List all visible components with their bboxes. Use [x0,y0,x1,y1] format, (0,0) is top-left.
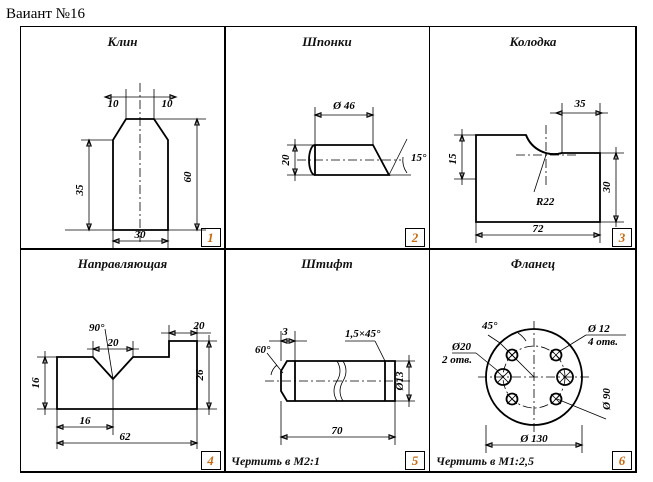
svg-text:35: 35 [73,184,86,195]
svg-text:3: 3 [282,326,288,338]
svg-text:16: 16 [79,415,90,427]
cell-napravlyayushchaya[interactable] [20,248,226,473]
svg-text:Ø 90: Ø 90 [601,388,613,410]
cell-shponki[interactable] [224,26,430,250]
cell-number-1: 1 [201,228,221,247]
cell-number-3: 3 [612,228,632,247]
svg-text:20: 20 [280,154,292,165]
svg-text:Ø 12: Ø 12 [588,323,610,335]
svg-text:60: 60 [181,171,194,182]
svg-text:30: 30 [134,228,145,241]
svg-text:60°: 60° [255,344,271,356]
kolodka-drawing [430,27,637,250]
svg-text:20: 20 [193,320,204,332]
svg-text:Ø13: Ø13 [394,371,406,391]
shponki-drawing [225,27,430,250]
svg-text:Ø 46: Ø 46 [333,99,355,112]
svg-text:2 отв.: 2 отв. [442,354,472,366]
cell-title-shponki: Шпонки [302,33,352,49]
cell-note-shtift: Чертить в М2:1 [231,454,320,468]
svg-text:30: 30 [601,181,613,192]
svg-text:62: 62 [119,431,130,443]
svg-text:45°: 45° [482,320,498,332]
cell-klin[interactable] [20,26,226,250]
cell-title-flanec: Фланец [510,256,556,271]
cell-title-shtift: Штифт [301,256,353,271]
cell-title-klin: Клин [107,33,138,49]
cell-number-6: 6 [612,451,632,470]
svg-text:1,5×45°: 1,5×45° [345,328,381,340]
shtift-drawing [225,249,430,473]
cell-note-flanec: Чертить в М1:2,5 [436,454,534,468]
cell-number-4: 4 [201,451,221,470]
svg-text:R22: R22 [536,195,555,208]
svg-text:15: 15 [447,153,459,164]
svg-text:16: 16 [29,377,42,389]
cell-number-2: 2 [405,228,425,247]
svg-text:10: 10 [107,97,118,110]
variant-label: Ваиант №16 [6,6,85,22]
cell-kolodka[interactable] [429,26,637,250]
klin-drawing [21,27,226,250]
drawing-grid [20,26,636,472]
svg-text:4 отв.: 4 отв. [588,336,618,348]
svg-text:72: 72 [532,222,544,235]
cell-title-kolodka: Колодка [509,33,557,49]
svg-text:90°: 90° [88,322,104,334]
svg-text:Ø20: Ø20 [452,341,471,353]
svg-text:15°: 15° [411,151,427,164]
flanec-drawing [430,249,637,473]
svg-text:Ø 130: Ø 130 [520,433,548,445]
svg-text:35: 35 [574,97,586,110]
cell-flanec[interactable] [429,248,637,473]
svg-text:10: 10 [161,97,172,110]
svg-text:20: 20 [107,337,118,349]
cell-title-napravlyayushchaya: Направляющая [77,256,168,271]
svg-text:26: 26 [193,369,206,381]
napravlyayushchaya-drawing [21,249,226,473]
cell-number-5: 5 [405,451,425,470]
cell-shtift[interactable] [224,248,430,473]
svg-text:70: 70 [331,425,343,437]
